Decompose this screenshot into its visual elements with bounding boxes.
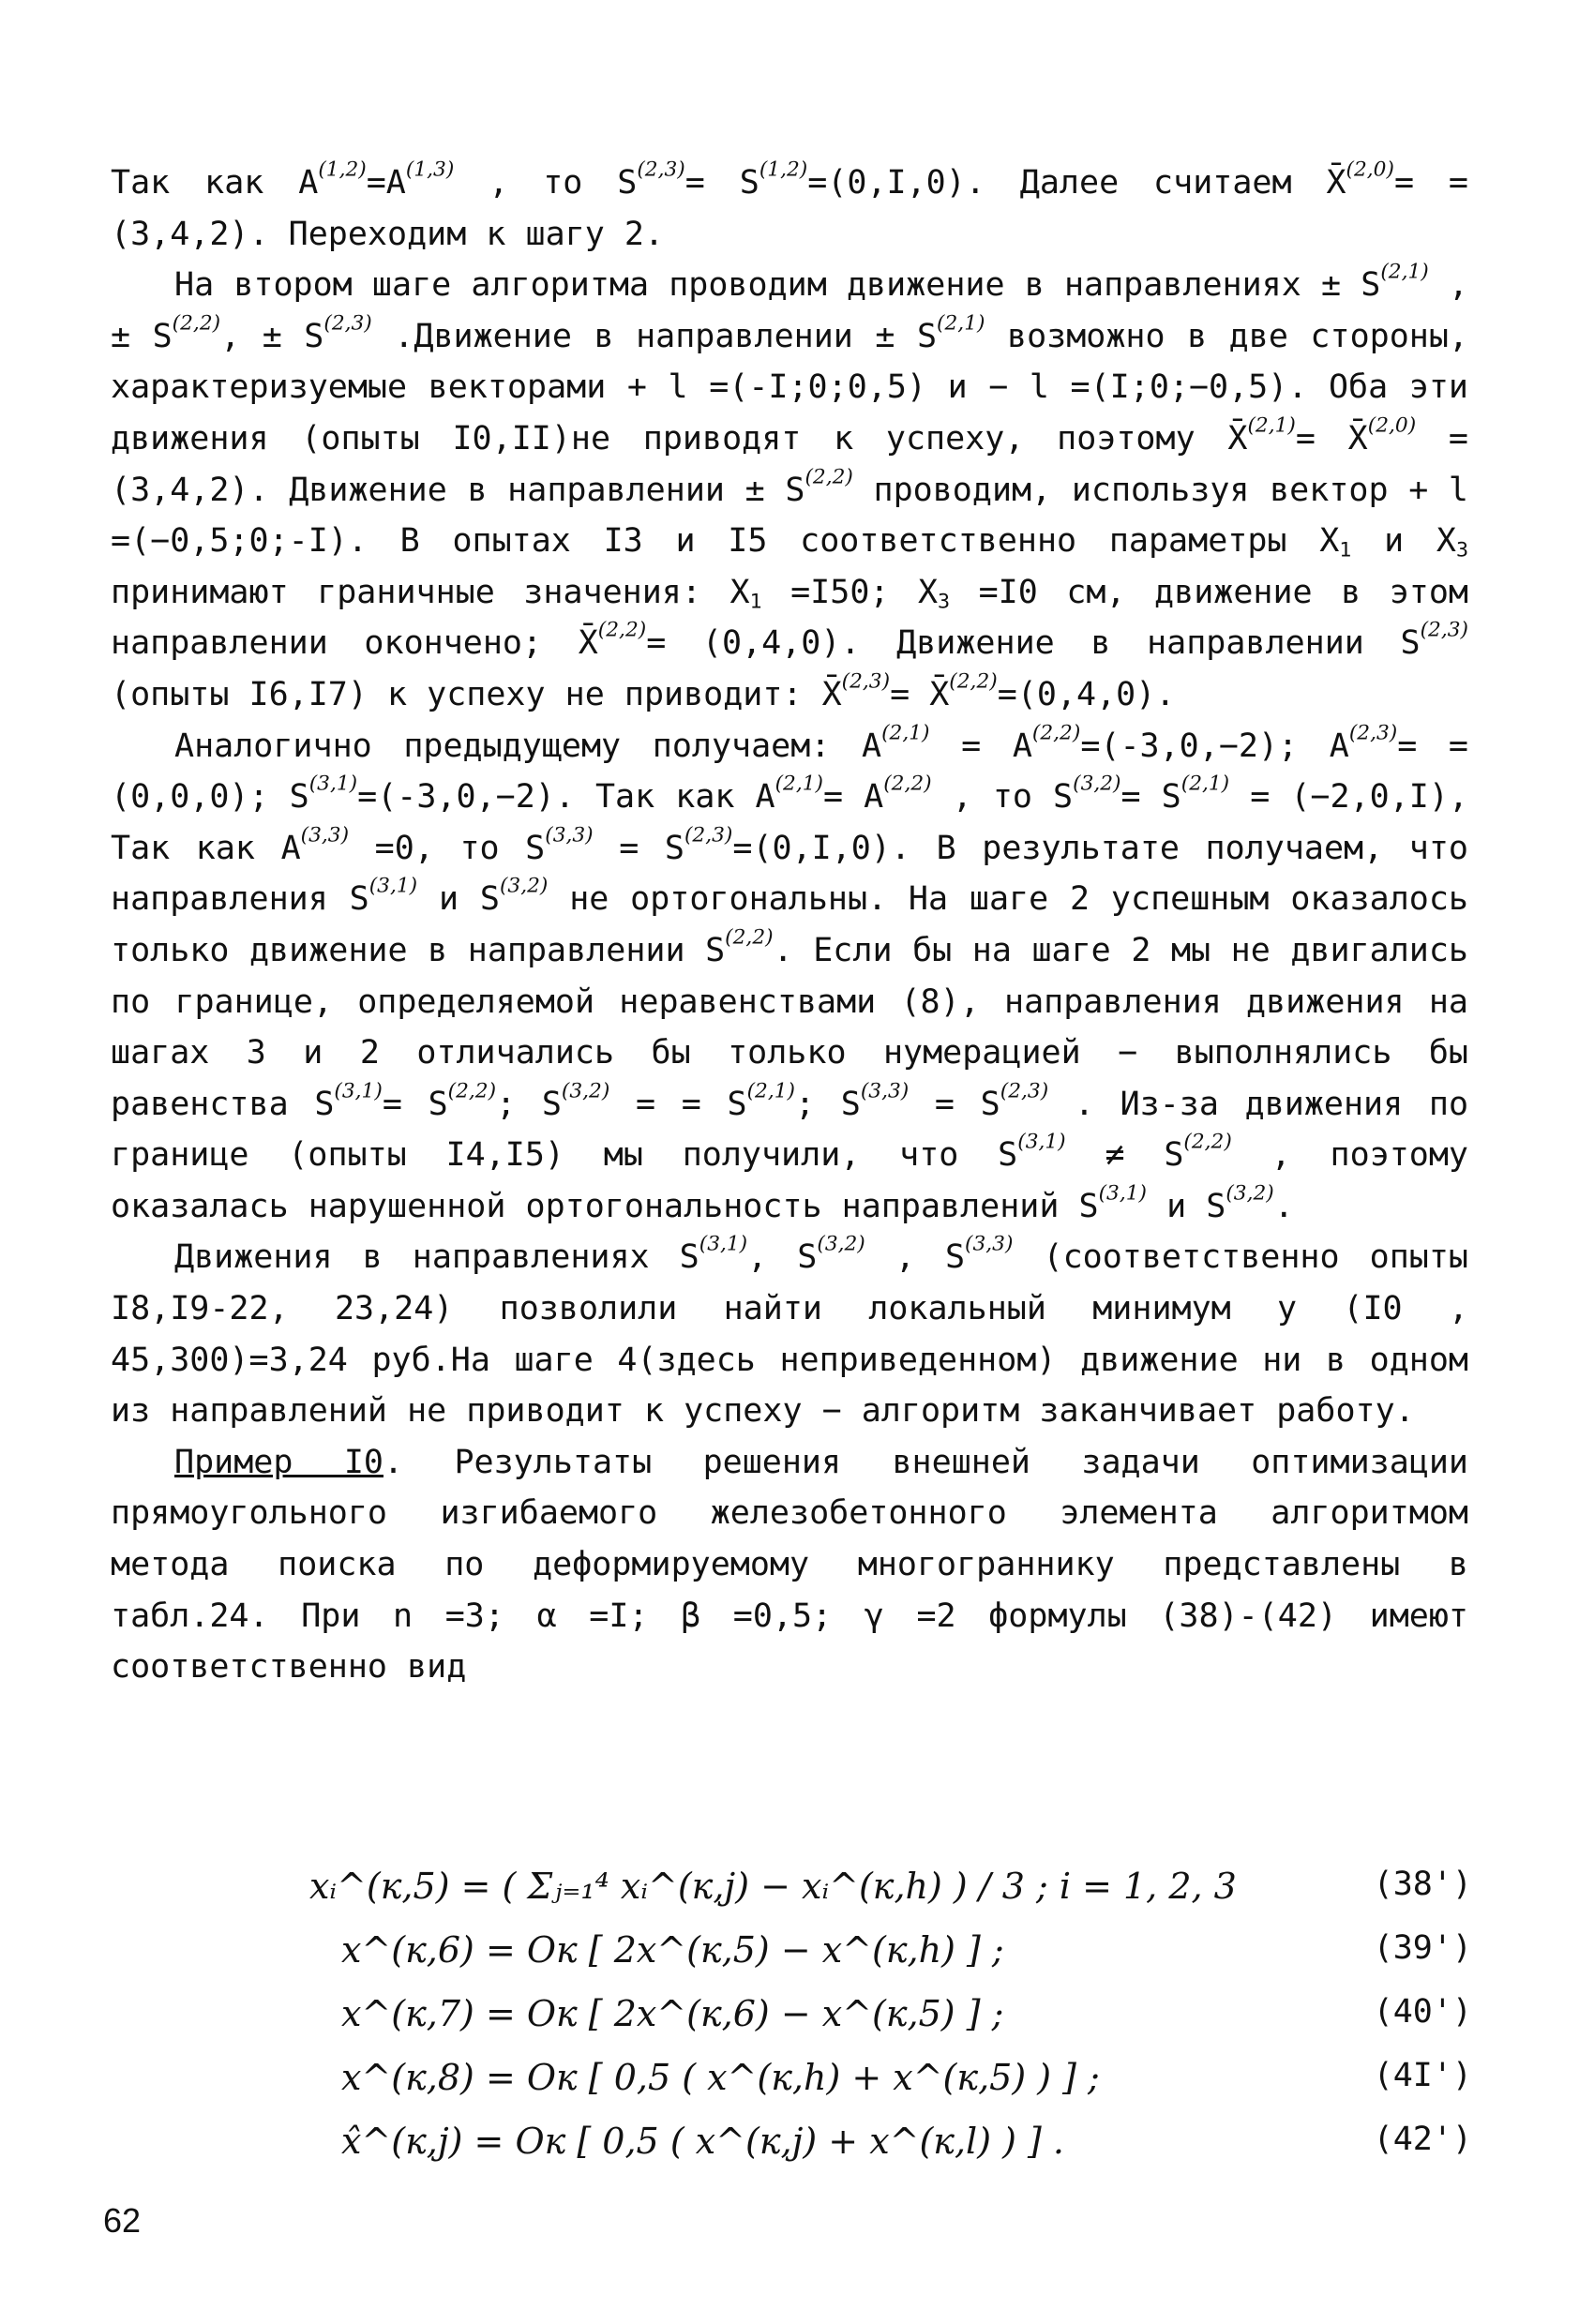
formula-38 [309,1866,1472,1929]
formula-number: (40') [1373,1993,1472,2031]
formula-40 [309,1993,1472,2057]
formula-41 [309,2057,1472,2121]
paragraph-5: Пример I0. Результаты решения внешней задачи оптимизации прямоугольного изгибаемого железобетонного элемента алгоритмом метода поиска по деформируемому многограннику представлены в табл.24. При n =3; α =I; β =0,5; γ =2 формулы (38)-(42) имеют соответственно вид [111,1443,1468,1687]
paragraph-3: Аналогично предыдущему получаем: A$^{(2,1)}$ = A$^{(2,2)}$=(-3,0,−2); A$^{(2,3)}$= =(0,0,0); S$^{(3,1)}$=(-3,0,−2). Так как A$^{(2,1)}$= A$^{(2,2)}$ , то S$^{(3,2)}$= S$^{(2,1)}$ = (−2,0,I), Так как A$^{(3,3)}$ =0, то S$^{(3,3)}$ = S$^{(2,3)}$=(0,I,0). В результате получаем, что направления S$^{(3,1)}$ и S$^{(3,2)}$ не ортогональны. На шаге 2 успешным оказалось только движение в направлении S$^{(2,2)}$. Если бы на шаге 2 мы не двигались по границе, определяемой неравенствами (8), направления движения на шагах 3 и 2 отличались бы только нумерацией − выполнялись бы равенства S$^{(3,1)}$= S$^{(2,2)}$; S$^{(3,2)}$ = = S$^{(2,1)}$; S$^{(3,3)}$ = S$^{(2,3)}$ . Из-за движения по границе (опыты I4,I5) мы получили, что S$^{(3,1)}$ ≠ S$^{(2,2)}$ , поэтому оказалась нарушенной ортогональность направлений S$^{(3,1)}$ и S$^{(3,2)}$. [111,721,1469,1225]
formula-39 [309,1929,1472,1993]
formula-expression: x̂^(к,j) = Ок [ 0,5 ( x^(к,j) + x^(к,l) ) ] . [341,2121,1065,2162]
paragraph-1: Так как $A^{(1,2)}=A^{(1,3)}$ , то S$^{(2,3)}$= S$^{(1,2)}$=(0,I,0). Далее считаем X̄$^{(2,0)}$= =(3,4,2). Переходим к шагу 2. [111,157,1469,253]
formula-number: (4I') [1373,2057,1472,2094]
formula-expression: x^(к,7) = Ок [ 2x^(к,6) − x^(к,5) ] ; [341,1993,1004,2034]
body-text [111,157,1468,1693]
formula-number: (42') [1373,2121,1472,2158]
formula-42 [309,2121,1472,2184]
formula-expression: x^(к,6) = Ок [ 2x^(к,5) − x^(к,h) ] ; [341,1929,1004,1971]
example-heading: Пример I0 [174,1443,383,1481]
page-number: 62 [103,2201,142,2240]
formula-number: (39') [1373,1929,1472,1967]
paragraph-4: Движения в направлениях S$^{(3,1)}$, S$^{(3,2)}$ , S$^{(3,3)}$ (соответственно опыты I8,I9-22, 23,24) позволили найти локальный минимум y (I0 , 45,300)=3,24 руб.На шаге 4(здесь неприведенном) движение ни в одном из направлений не приводит к успеху − алгоритм заканчивает работу. [111,1233,1468,1431]
formula-block [309,1866,1472,2184]
paragraph-2: На втором шаге алгоритма проводим движение в направлениях ± S$^{(2,1)}$ , ± S$^{(2,2)}$, ± S$^{(2,3)}$ .Движение в направлении ± S$^{(2,1)}$ возможно в две стороны, характеризуемые векторами + l =(-I;0;0,5) и − l =(I;0;−0,5). Оба эти движения (опыты I0,II)не приводят к успеху, поэтому X̄$^{(2,1)}$= X̄$^{(2,0)}$ =(3,4,2). Движение в направлении ± S$^{(2,2)}$ проводим, используя вектор + l =(−0,5;0;-I). В опытах I3 и I5 соответственно параметры $X_1$ и $X_3$ принимают граничные значения: $X_1 =I50$; $X_3 =I0$ см, движение в этом направлении окончено; X̄$^{(2,2)}$= (0,4,0). Движение в направлении S$^{(2,3)}$ (опыты I6,I7) к успеху не приводит: X̄$^{(2,3)}$= X̄$^{(2,2)}$=(0,4,0). [111,260,1468,713]
formula-number: (38') [1373,1866,1472,1903]
formula-expression: x^(к,8) = Ок [ 0,5 ( x^(к,h) + x^(к,5) ) ] ; [341,2057,1100,2098]
formula-expression: xᵢ^(к,5) = ( Σⱼ₌₁⁴ xᵢ^(к,j) − xᵢ^(к,h) ) / 3 ; i = 1, 2, 3 [309,1866,1237,1907]
